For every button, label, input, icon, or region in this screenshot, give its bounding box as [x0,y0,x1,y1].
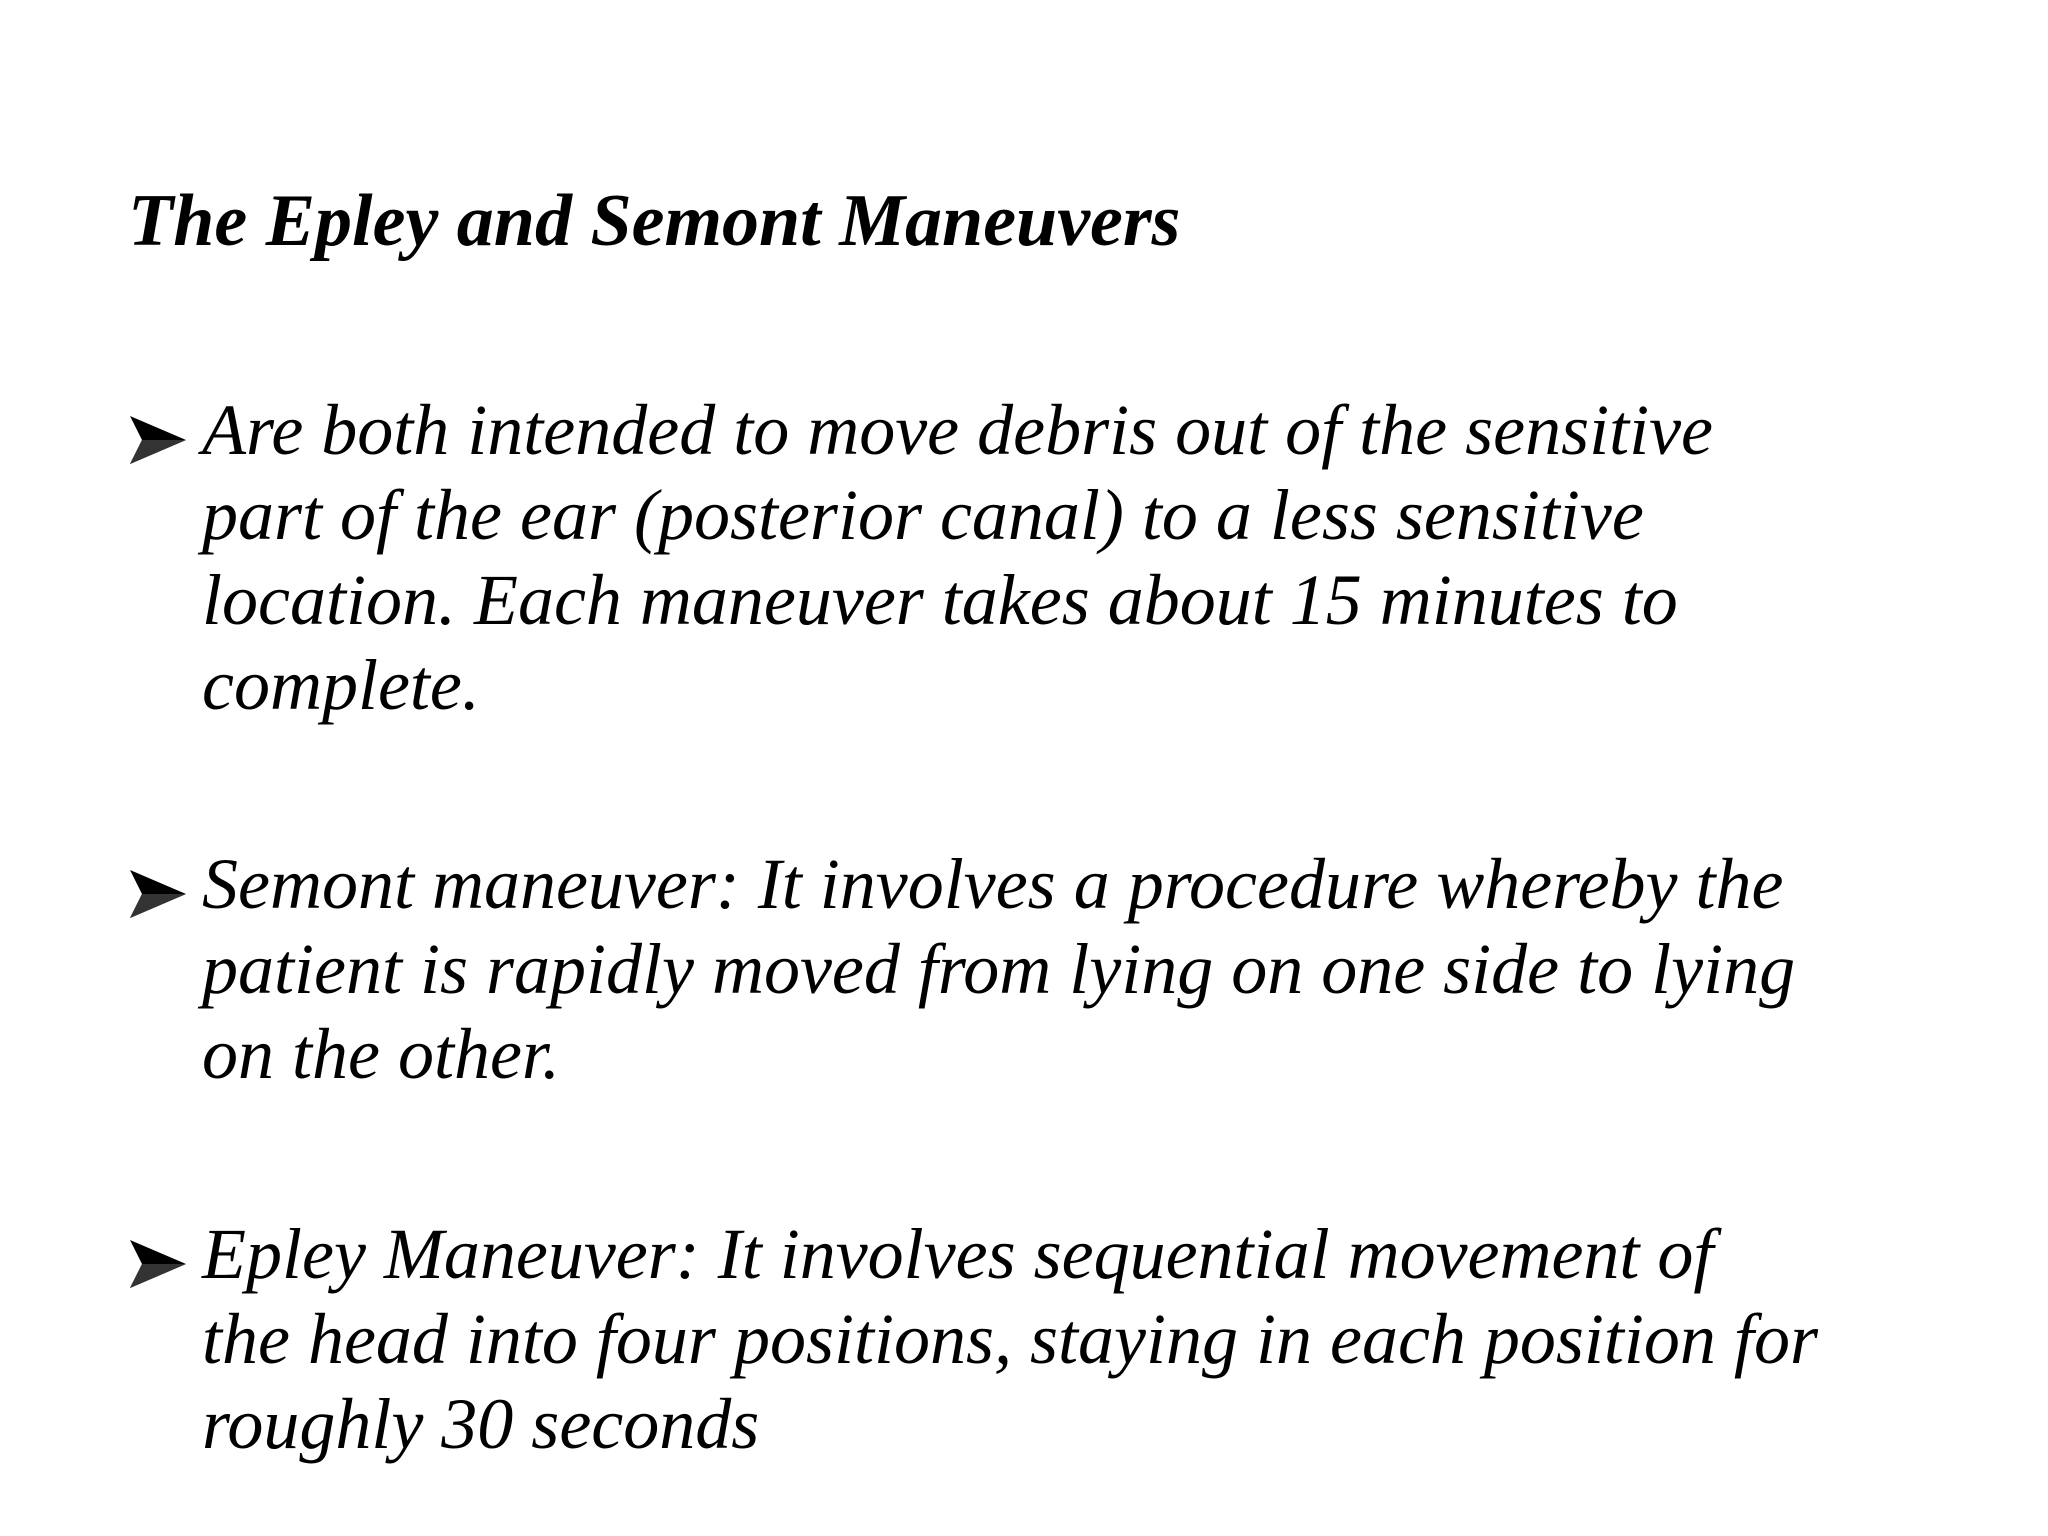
bullet-line: roughly 30 seconds [202,1384,760,1464]
bullet-line: Semont maneuver: It involves a procedure whereby the [202,844,1784,924]
bullet-line: on the other. [202,1014,560,1094]
bullet-line: the head into four positions, staying in each position for [202,1299,1818,1379]
arrowhead-bullet-icon [128,1234,188,1294]
bullet-line: Are both intended to move debris out of the sensitive [202,390,1714,470]
bullet-item [128,842,1968,1097]
arrowhead-bullet-icon [128,410,188,470]
arrowhead-bullet-icon [128,864,188,924]
bullet-line: Epley Maneuver: It involves sequential movement of [202,1214,1714,1294]
bullet-line: part of the ear (posterior canal) to a less sensitive [202,475,1644,555]
slide-title: The Epley and Semont Maneuvers [128,180,1181,262]
bullet-text [202,388,1968,728]
bullet-text [202,1212,1968,1467]
bullet-line: patient is rapidly moved from lying on one side to lying [202,929,1796,1009]
bullet-line: location. Each maneuver takes about 15 minutes to [202,560,1678,640]
bullet-item [128,388,1968,728]
bullet-line: complete. [202,645,480,725]
bullet-text [202,842,1968,1097]
bullet-item [128,1212,1968,1467]
